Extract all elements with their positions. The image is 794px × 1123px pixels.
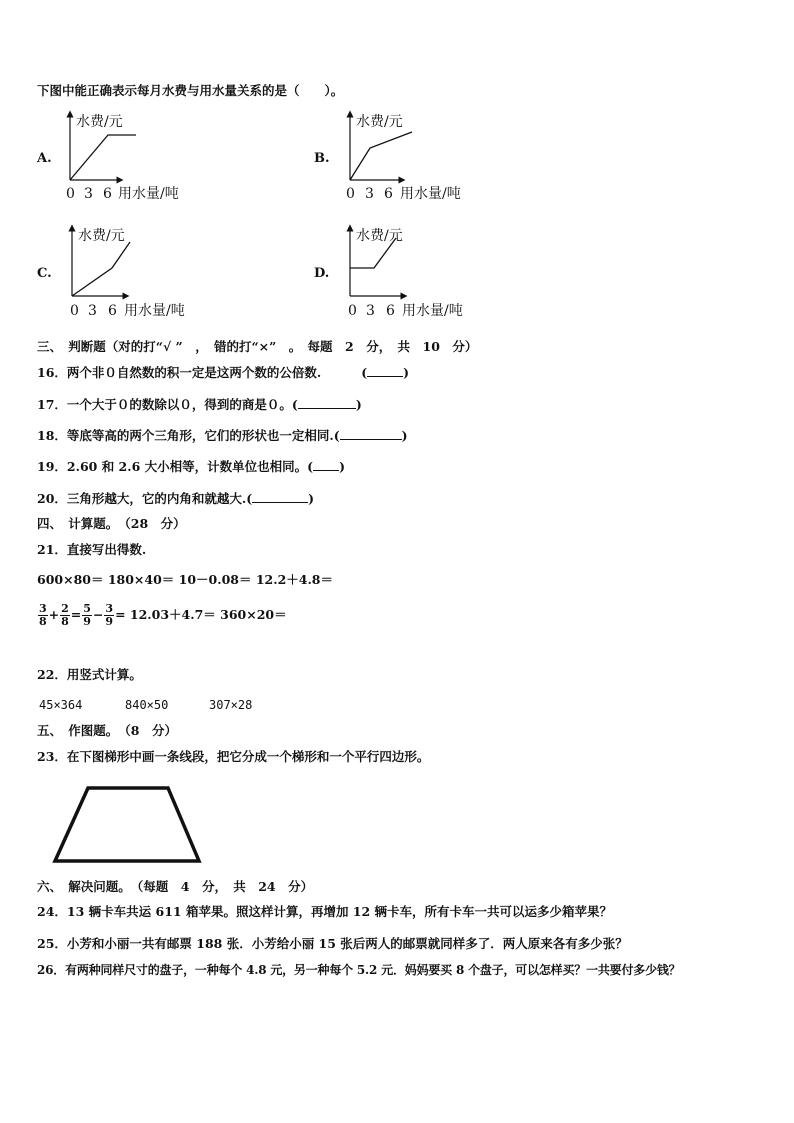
- q17: 17．一个大于０的数除以０，得到的商是０。( ): [37, 397, 362, 412]
- y-axis-label: 水费/元: [356, 228, 403, 244]
- section6-title: 六、 解决问题。 （每题 4 分， 共 24 分）: [37, 879, 314, 894]
- q21-row2: $\frac{3}{8}$ + $\frac{2}{8}$ = $\frac{5}{9}$ − $\frac{3}{9}$ = 12.03＋4.7＝ 360×20＝: [39, 602, 287, 628]
- section5-title: 五、 作图题。 （8 分）: [37, 723, 177, 738]
- tick-3: 3: [84, 186, 93, 202]
- tick-3: 3: [365, 186, 374, 202]
- y-axis-label: 水费/元: [356, 114, 403, 130]
- graph-b: [340, 108, 500, 203]
- section4-title: 四、 计算题。 （28 分）: [37, 516, 186, 531]
- graph-d: [340, 222, 500, 322]
- x-axis-label: 用水量/吨: [400, 186, 461, 202]
- y-axis-label: 水费/元: [78, 228, 125, 244]
- fee-line: [72, 242, 130, 296]
- tick-6: 6: [386, 303, 395, 319]
- q18-answer-blank[interactable]: [340, 427, 402, 440]
- vertical-calc-2: 840×50: [125, 698, 169, 712]
- tick-6: 6: [384, 186, 393, 202]
- fraction-2-8: $\frac{2}{8}$: [61, 602, 69, 628]
- vertical-calc-1: 45×364: [39, 698, 83, 712]
- option-a-label: A.: [37, 151, 52, 166]
- q16-text: 16．两个非０自然数的积一定是这两个数的公倍数.: [37, 365, 322, 380]
- q23-stem: 23．在下图梯形中画一条线段，把它分成一个梯形和一个平行四边形。: [37, 749, 430, 764]
- q16: 16．两个非０自然数的积一定是这两个数的公倍数. ( ): [37, 365, 410, 380]
- q20-answer-blank[interactable]: [252, 490, 308, 503]
- q24: 24．13 辆卡车共运 611 箱苹果。照这样计算，再增加 12 辆卡车，所有卡车一共可以运多少箱苹果？: [37, 904, 613, 919]
- q19: 19．2.60 和 2.6 大小相等，计数单位也相同。( ): [37, 459, 345, 474]
- option-c-label: C.: [37, 266, 52, 281]
- fraction-3-9: $\frac{3}{9}$: [105, 602, 114, 628]
- y-axis-label: 水费/元: [76, 114, 123, 130]
- q15-stem: 下图中能正确表示每月水费与用水量关系的是（ ）。: [37, 83, 344, 98]
- option-d-label: D.: [314, 266, 330, 281]
- x-axis-label: 用水量/吨: [118, 186, 179, 202]
- fraction-5-9: $\frac{5}{9}$: [83, 602, 91, 628]
- q20-text: 20．三角形越大，它的内角和就越大.: [37, 491, 247, 506]
- q21-row1: 600×80＝ 180×40＝ 10－0.08＝ 12.2＋4.8＝: [37, 572, 334, 587]
- section3-title: 三、 判断题（对的打“√ ” ， 错的打“×” 。 每题 2 分， 共 10 分）: [37, 339, 478, 354]
- x-axis-label: 用水量/吨: [124, 303, 185, 319]
- option-b-label: B.: [314, 151, 330, 166]
- fraction-3-8: $\frac{3}{8}$: [39, 602, 47, 628]
- q21-stem: 21．直接写出得数.: [37, 542, 147, 557]
- tick-6: 6: [103, 186, 112, 202]
- q17-answer-blank[interactable]: [298, 396, 356, 409]
- q20: 20．三角形越大，它的内角和就越大.( ): [37, 491, 315, 506]
- q17-text: 17．一个大于０的数除以０，得到的商是０。: [37, 397, 292, 412]
- x-axis-label: 用水量/吨: [402, 303, 463, 319]
- q26: 26．有两种同样尺寸的盘子，一种每个 4.8 元，另一种每个 5.2 元．妈妈要买 8 个盘子，可以怎样买？一共要付多少钱？: [37, 963, 681, 977]
- q22-stem: 22．用竖式计算。: [37, 667, 142, 682]
- q19-text: 19．2.60 和 2.6 大小相等，计数单位也相同。: [37, 459, 308, 474]
- fee-line: [70, 135, 136, 180]
- q18-text: 18．等底等高的两个三角形，它们的形状也一定相同.: [37, 428, 334, 443]
- graph-c: [62, 222, 222, 322]
- fee-line: [350, 132, 412, 180]
- trapezoid-figure[interactable]: [50, 783, 205, 868]
- vertical-calc-3: 307×28: [209, 698, 253, 712]
- q25: 25．小芳和小丽一共有邮票 188 张．小芳给小丽 15 张后两人的邮票就同样多了．两人原来各有多少张？: [37, 936, 628, 951]
- q21-row2-rest: = 12.03＋4.7＝ 360×20＝: [115, 607, 287, 622]
- tick-0: 0: [66, 186, 75, 202]
- q19-answer-blank[interactable]: [313, 458, 339, 471]
- tick-0: 0: [346, 186, 355, 202]
- graph-a: [60, 108, 220, 203]
- tick-3: 3: [366, 303, 375, 319]
- trapezoid[interactable]: [55, 788, 199, 861]
- tick-0: 0: [70, 303, 79, 319]
- tick-6: 6: [108, 303, 117, 319]
- q18: 18．等底等高的两个三角形，它们的形状也一定相同.( ): [37, 428, 408, 443]
- tick-3: 3: [88, 303, 97, 319]
- tick-0: 0: [348, 303, 357, 319]
- q16-answer-blank[interactable]: [367, 364, 403, 377]
